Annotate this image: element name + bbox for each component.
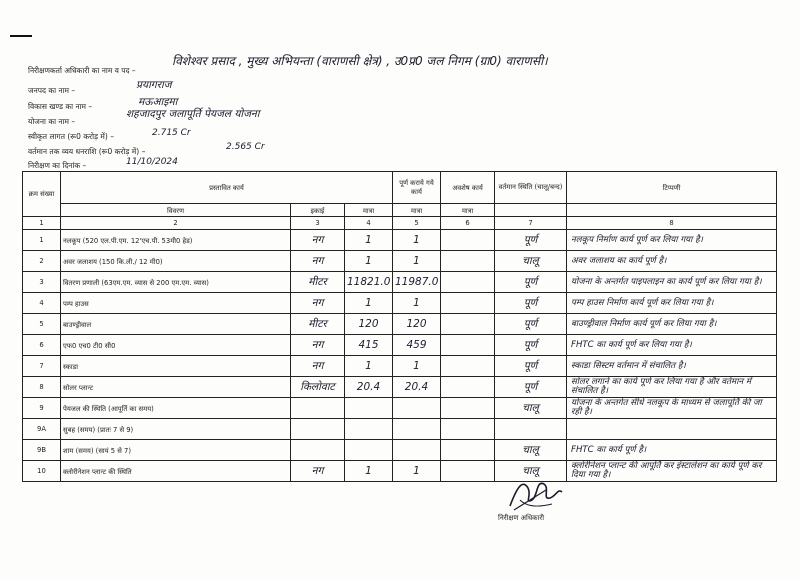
- header-row-2: [23, 204, 777, 217]
- row-remaining: [441, 251, 495, 272]
- row-remark: अवर जलाशय का कार्य पूर्ण है।: [567, 251, 777, 272]
- row-unit: मीटर: [291, 314, 345, 335]
- row-description: क्लोरीनेशन प्लान्ट की स्थिति: [61, 461, 291, 482]
- row-sno: 9B: [23, 440, 61, 461]
- row-description: शाम (समय) (सायं 5 से 7): [61, 440, 291, 461]
- row-sno: 7: [23, 356, 61, 377]
- row-remark: बाउण्ड्रीवाल निर्माण कार्य पूर्ण कर लिया गया है।: [567, 314, 777, 335]
- th-completed-qty: मात्रा: [393, 204, 441, 217]
- row-completed: [393, 440, 441, 461]
- row-status: चालू: [495, 440, 567, 461]
- col-number: 4: [345, 217, 393, 230]
- table-row: [23, 398, 777, 419]
- row-status: चालू: [495, 398, 567, 419]
- row-sno: 3: [23, 272, 61, 293]
- row-remark: FHTC का कार्य पूर्ण कर लिया गया है।: [567, 335, 777, 356]
- col-number: 8: [567, 217, 777, 230]
- th-quantity: मात्रा: [345, 204, 393, 217]
- row-sno: 2: [23, 251, 61, 272]
- row-quantity: 120: [345, 314, 393, 335]
- row-sno: 1: [23, 230, 61, 251]
- row-quantity: 1: [345, 230, 393, 251]
- row-remaining: [441, 272, 495, 293]
- row-unit: [291, 440, 345, 461]
- inspector-value: विशेश्वर प्रसाद , मुख्य अभियन्ता (वाराणसी क्षेत्र) , उ0प्र0 जल निगम (ग्रा0) वाराणसी।: [172, 54, 548, 68]
- row-status: [495, 419, 567, 440]
- table-row: [23, 419, 777, 440]
- row-status: पूर्ण: [495, 230, 567, 251]
- row-completed: 11987.0: [393, 272, 441, 293]
- row-description: पेयजल की स्थिति (आपूर्ति का समय): [61, 398, 291, 419]
- row-completed: 1: [393, 251, 441, 272]
- th-unit: इकाई: [291, 204, 345, 217]
- row-status: पूर्ण: [495, 314, 567, 335]
- row-description: अवर जलाशय (150 कि.ली./ 12 मी0): [61, 251, 291, 272]
- row-remark: FHTC का कार्य पूर्ण है।: [567, 440, 777, 461]
- row-sno: 8: [23, 377, 61, 398]
- row-remaining: [441, 398, 495, 419]
- district-label: जनपद का नाम –: [28, 86, 76, 95]
- row-description: एफ0 एच0 टी0 सी0: [61, 335, 291, 356]
- th-remaining-qty: मात्रा: [441, 204, 495, 217]
- row-quantity: 1: [345, 356, 393, 377]
- row-remark: क्लोरीनेशन प्लान्ट की आपूर्ति कर इंस्टालेशन का कार्य पूर्ण कर दिया गया है।: [567, 461, 777, 482]
- row-status: पूर्ण: [495, 272, 567, 293]
- row-completed: 1: [393, 293, 441, 314]
- row-remark: योजना के अन्तर्गत पाइपलाइन का कार्य पूर्ण कर लिया गया है।: [567, 272, 777, 293]
- row-unit: [291, 419, 345, 440]
- date-label: निरीक्षण का दिनांक –: [28, 161, 87, 170]
- expenditure-value: 2.565 Cr: [226, 142, 265, 152]
- district-value: प्रयागराज: [136, 79, 172, 91]
- row-remaining: [441, 440, 495, 461]
- row-sno: 9A: [23, 419, 61, 440]
- row-remark: योजना के अन्तर्गत सीधे नलकूप के माध्यम से जलापूर्ति की जा रही है।: [567, 398, 777, 419]
- row-status: पूर्ण: [495, 356, 567, 377]
- col-number: 6: [441, 217, 495, 230]
- row-completed: [393, 419, 441, 440]
- table-body: [23, 230, 777, 482]
- row-quantity: 1: [345, 461, 393, 482]
- block-value: मऊआइमा: [138, 96, 178, 108]
- row-description: पम्प हाउस: [61, 293, 291, 314]
- col-number: 7: [495, 217, 567, 230]
- table-row: [23, 335, 777, 356]
- row-remark: नलकूप निर्माण कार्य पूर्ण कर लिया गया है।: [567, 230, 777, 251]
- corner-dash: [10, 35, 32, 37]
- row-unit: नग: [291, 293, 345, 314]
- row-quantity: 415: [345, 335, 393, 356]
- row-unit: मीटर: [291, 272, 345, 293]
- th-proposed-work: प्रस्तावित कार्य: [61, 172, 393, 204]
- row-description: स्काडा: [61, 356, 291, 377]
- row-status: चालू: [495, 251, 567, 272]
- row-description: सोलर प्लान्ट: [61, 377, 291, 398]
- row-status: पूर्ण: [495, 335, 567, 356]
- th-completed: पूर्ण कराये गये कार्य: [393, 172, 441, 204]
- sanctioned-cost-label: स्वीकृत लागत (रू0 करोड़ में) –: [28, 132, 114, 141]
- table-row: [23, 293, 777, 314]
- row-remaining: [441, 230, 495, 251]
- inspection-table: [22, 171, 777, 482]
- row-unit: [291, 398, 345, 419]
- row-unit: नग: [291, 251, 345, 272]
- table-row: [23, 377, 777, 398]
- row-remaining: [441, 419, 495, 440]
- table-row: [23, 356, 777, 377]
- col-number: 5: [393, 217, 441, 230]
- row-description: वितरण प्रणाली (63एम.एम. व्यास से 200 एम.एम. व्यास): [61, 272, 291, 293]
- row-sno: 6: [23, 335, 61, 356]
- row-remark: पम्प हाउस निर्माण कार्य पूर्ण कर लिया गया है।: [567, 293, 777, 314]
- row-status: पूर्ण: [495, 293, 567, 314]
- row-remark: सोलर लगाने का कार्य पूर्ण कर लिया गया है और वर्तमान में संचालित है।: [567, 377, 777, 398]
- col-number: 1: [23, 217, 61, 230]
- row-unit: नग: [291, 230, 345, 251]
- th-remaining: अवशेष कार्य: [441, 172, 495, 204]
- row-remaining: [441, 356, 495, 377]
- row-quantity: [345, 398, 393, 419]
- row-quantity: 11821.0: [345, 272, 393, 293]
- row-completed: 1: [393, 230, 441, 251]
- th-description: विवरण: [61, 204, 291, 217]
- signature-label: निरीक्षण अधिकारी: [498, 514, 545, 522]
- table-row: [23, 230, 777, 251]
- row-quantity: 1: [345, 293, 393, 314]
- row-status: पूर्ण: [495, 377, 567, 398]
- row-completed: 120: [393, 314, 441, 335]
- table-row: [23, 461, 777, 482]
- row-completed: 20.4: [393, 377, 441, 398]
- th-remarks: टिप्पणी: [567, 172, 777, 204]
- row-unit: नग: [291, 335, 345, 356]
- header-row-1: [23, 172, 777, 204]
- row-quantity: 20.4: [345, 377, 393, 398]
- row-remaining: [441, 293, 495, 314]
- table-row: [23, 440, 777, 461]
- row-unit: नग: [291, 461, 345, 482]
- row-description: बाउण्ड्रीवाल: [61, 314, 291, 335]
- sanctioned-cost-value: 2.715 Cr: [152, 128, 191, 138]
- scheme-label: योजना का नाम –: [28, 117, 76, 126]
- th-status: वर्तमान स्थिति (चालू/बन्द): [495, 172, 567, 204]
- row-remaining: [441, 377, 495, 398]
- signature-mark: [506, 470, 566, 514]
- row-description: सुबह (समय) (प्रातः 7 से 9): [61, 419, 291, 440]
- row-unit: किलोवाट: [291, 377, 345, 398]
- row-remaining: [441, 461, 495, 482]
- column-number-row: [23, 217, 777, 230]
- table-row: [23, 251, 777, 272]
- row-completed: 1: [393, 461, 441, 482]
- inspector-label: निरीक्षणकर्ता अधिकारी का नाम व पद –: [28, 66, 136, 75]
- row-remark: स्काडा सिस्टम वर्तमान में संचालित है।: [567, 356, 777, 377]
- row-quantity: [345, 440, 393, 461]
- row-description: नलकूप (520 एल.पी.एम. 12'एच.पी. 53मी0 हेड): [61, 230, 291, 251]
- expenditure-label: वर्तमान तक व्यय धनराशि (रू0 करोड़ में) –: [28, 147, 146, 156]
- date-value: 11/10/2024: [126, 157, 178, 167]
- row-status: चालू: [495, 461, 567, 482]
- row-sno: 9: [23, 398, 61, 419]
- row-completed: 1: [393, 356, 441, 377]
- row-quantity: 1: [345, 251, 393, 272]
- row-remaining: [441, 335, 495, 356]
- th-sno: क्रम संख्या: [23, 172, 61, 217]
- col-number: 2: [61, 217, 291, 230]
- row-quantity: [345, 419, 393, 440]
- row-completed: 459: [393, 335, 441, 356]
- row-sno: 4: [23, 293, 61, 314]
- table-row: [23, 272, 777, 293]
- table-row: [23, 314, 777, 335]
- row-sno: 5: [23, 314, 61, 335]
- row-completed: [393, 398, 441, 419]
- row-unit: नग: [291, 356, 345, 377]
- block-label: विकास खण्ड का नाम –: [28, 102, 93, 111]
- row-remark: [567, 419, 777, 440]
- scheme-value: शहजादपुर जलापूर्ति पेयजल योजना: [126, 108, 260, 120]
- row-remaining: [441, 314, 495, 335]
- col-number: 3: [291, 217, 345, 230]
- row-sno: 10: [23, 461, 61, 482]
